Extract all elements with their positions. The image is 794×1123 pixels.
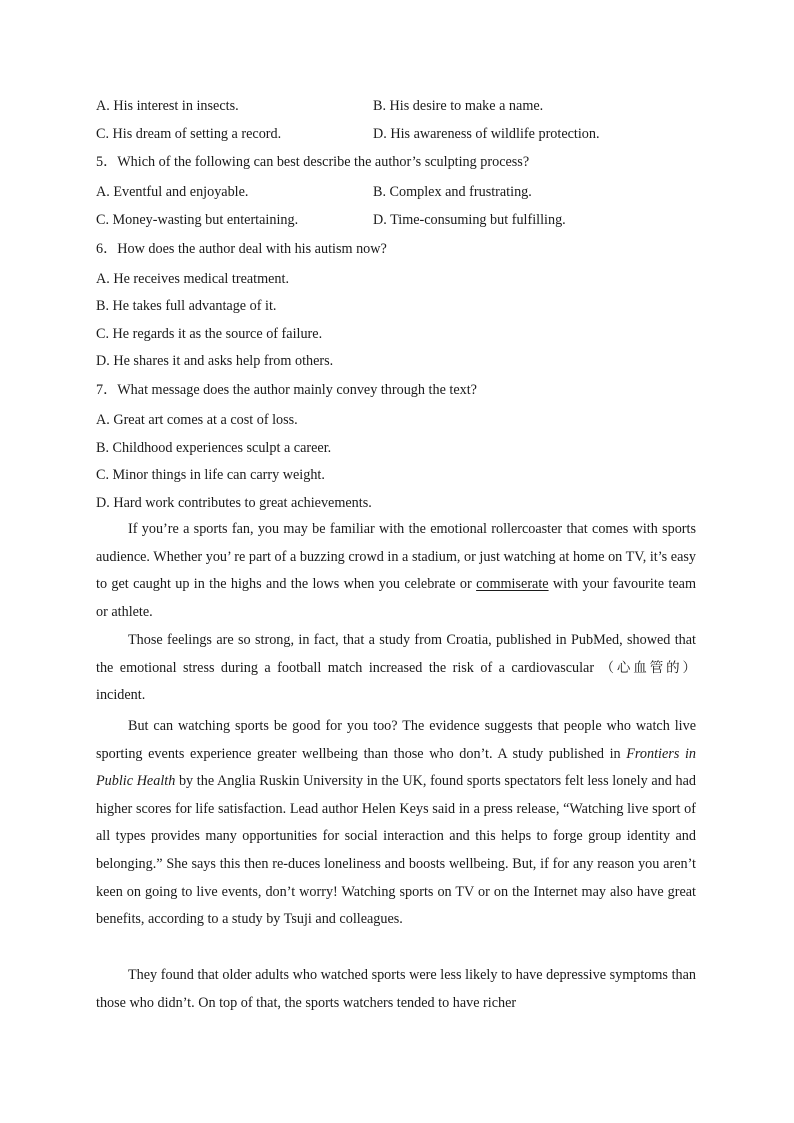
q6-option-a: A. He receives medical treatment.	[96, 271, 290, 287]
q5-stem: 5．Which of the following can best describe the author’s sculpting process?	[96, 154, 530, 170]
q6-option-b: B. He takes full advantage of it.	[96, 298, 277, 314]
q7-stem: 7．What message does the author mainly convey through the text?	[96, 382, 477, 398]
p3-text-b: by the Anglia Ruskin University in the UK, found sports spectators felt less lonely and had higher scores for life satisfaction. Lead author Helen Keys said in a press release, “Watching live sport of all types provides many opportunities for social interaction and this helps to forge group identity and belonging.” She says this then re-duces loneliness and boosts wellbeing. But, if for any reason you aren’t keen on going to live events, don’t worry! Watching sports on TV or on the Internet may also have great benefits, according to a study by Tsuji and colleagues.	[96, 773, 696, 928]
q6-option-d: D. He shares it and asks help from others.	[96, 353, 334, 369]
q4-option-d: D. His awareness of wildlife protection.	[373, 126, 600, 142]
q4-option-c: C. His dream of setting a record.	[96, 126, 282, 142]
q4-option-a: A. His interest in insects.	[96, 98, 239, 114]
q5-option-b: B. Complex and frustrating.	[373, 184, 532, 200]
q4-option-b: B. His desire to make a name.	[373, 98, 544, 114]
q6-stem: 6．How does the author deal with his autism now?	[96, 241, 387, 257]
passage-paragraph-1	[96, 516, 696, 626]
q5-option-d: D. Time-consuming but fulfilling.	[373, 212, 566, 228]
passage-paragraph-2	[96, 627, 696, 710]
q6-option-c: C. He regards it as the source of failure.	[96, 326, 323, 342]
q7-option-c: C. Minor things in life can carry weight.	[96, 467, 325, 483]
p2-text-b: incident.	[96, 687, 146, 704]
q7-option-a: A. Great art comes at a cost of loss.	[96, 412, 298, 428]
chinese-gloss: （心血管的）	[600, 659, 697, 676]
q5-option-c: C. Money-wasting but entertaining.	[96, 212, 299, 228]
passage-paragraph-4: They found that older adults who watched sports were less likely to have depressive symptoms than those who didn’t. On top of that, the sports watchers tended to have richer	[96, 967, 696, 1011]
q7-option-d: D. Hard work contributes to great achievements.	[96, 495, 372, 511]
p1-text-a: If you’re a sports fan, you may be familiar with the emotional rollercoaster that comes with sports audience. Whether you’ re part of a buzzing crowd in a stadium, or just watching at home on TV, it’s easy to get caught up in the highs and the lows when you celebrate or	[96, 521, 696, 593]
journal-title: Frontiers in Public Health	[96, 745, 696, 790]
underlined-word-commiserate: commiserate	[476, 576, 549, 593]
q7-option-b: B. Childhood experiences sculpt a career.	[96, 440, 332, 456]
p2-text-a: Those feelings are so strong, in fact, that a study from Croatia, published in PubMed, showed that the emotional stress during a football match increased the risk of a cardiovascular	[96, 632, 696, 676]
p1-text-b: with your favourite team or athlete.	[96, 576, 697, 620]
q5-option-a: A. Eventful and enjoyable.	[96, 184, 249, 200]
p3-text-a: But can watching sports be good for you too? The evidence suggests that people who watch live sporting events experience greater wellbeing than those who don’t. A study published in	[96, 718, 696, 762]
passage-paragraph-3	[96, 713, 696, 934]
